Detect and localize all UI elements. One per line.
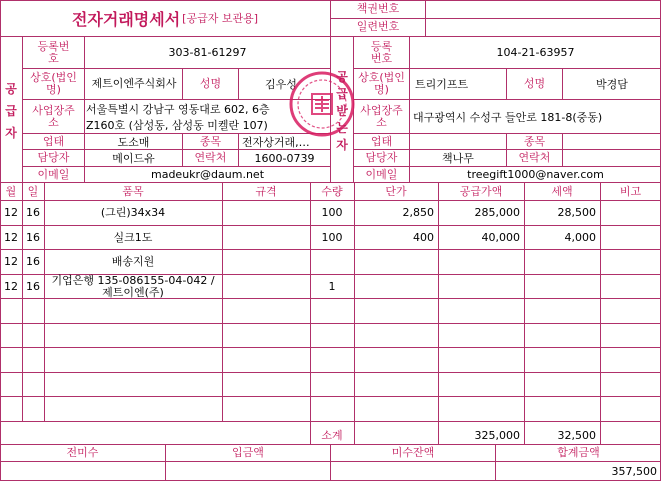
table-cell-tax: 28,500 [557,206,596,219]
book-no-label: 책권번호 [356,2,400,15]
supplier-biz-type-label: 업태 [42,134,65,148]
divider [0,347,661,348]
buyer-item-label: 종목 [523,134,546,148]
buyer-contact: 책나무 [442,152,474,165]
supplier-addr-line1: 서울특별시 강남구 영동대로 602, 6층 [86,103,270,116]
supplier-item: 전자상거래,… [242,135,310,149]
paid-label: 입금액 [232,446,264,459]
table-cell-month: 12 [4,206,18,219]
supplier-name: 김우성 [265,78,297,91]
col-header-supply: 공급가액 [459,184,503,198]
buyer-item [563,134,661,149]
table-cell-month: 12 [4,255,18,268]
table-cell-note [600,274,661,299]
divider [0,396,661,397]
table-cell-item: 실크1도 [113,230,153,244]
col-header-unit-price: 단가 [385,184,407,198]
buyer-reg-label: 등록번호 [370,39,393,65]
table-cell-item: 기업은행 135-086155-04-042 / 제트이엔(주) [51,274,215,299]
supplier-company-label: 상호(법인명) [30,71,77,96]
table-cell-tax: 4,000 [564,231,596,244]
table-cell-supply: 285,000 [474,206,520,219]
table-cell-supply [438,274,524,299]
buyer-phone-label: 연락처 [518,151,551,164]
side-char: 받 [336,103,348,118]
prev-balance-value [0,462,165,480]
table-cell-note [600,200,661,225]
table-cell-note [600,249,661,274]
buyer-company: 트리기프트 [415,78,469,91]
document-title [0,0,330,36]
supplier-company: 제트이엔주식회사 [91,77,177,90]
table-cell-item: 배송지원 [111,254,155,268]
col-header-note: 비고 [619,184,642,198]
table-cell-unit-price: 400 [413,231,434,244]
col-header-spec: 규격 [255,184,277,198]
table-cell-spec [222,249,310,274]
supplier-email-label: 이메일 [37,167,70,181]
supplier-addr-label: 사업장주소 [32,103,75,129]
col-header-tax: 세액 [551,184,573,198]
buyer-contact-label: 담당자 [365,151,398,164]
table-cell-unit-price [354,274,438,299]
buyer-email-label: 이메일 [365,167,398,181]
supplier-side-label [0,40,22,182]
divider [330,18,661,19]
subtitle-text: [공급자 보관용] [182,12,259,25]
supplier-phone: 1600-0739 [254,151,315,165]
table-cell-qty: 1 [328,280,336,293]
table-cell-day: 16 [26,280,40,293]
divider [238,68,239,99]
table-cell-tax [524,249,600,274]
supplier-contact: 메이드유 [112,152,155,165]
table-cell-supply [438,249,524,274]
table-cell-qty: 100 [321,231,343,244]
buyer-phone [563,150,661,166]
table-cell-spec [222,225,310,250]
side-char: 공 [336,69,348,84]
table-cell-month: 12 [4,231,18,244]
side-char: 공 [5,82,17,96]
table-cell-supply: 40,000 [481,231,520,244]
subtotal-supply: 325,000 [474,429,520,442]
divider [0,372,661,373]
table-cell-day: 16 [26,206,40,219]
total-value: 357,500 [611,464,657,478]
supplier-name-label: 성명 [199,77,222,90]
table-cell-spec [222,274,310,299]
side-char: 급 [5,104,17,118]
buyer-name: 박경담 [596,78,628,91]
side-char: 는 [336,120,348,135]
table-cell-item: (그린)34x34 [100,205,166,219]
unpaid-label: 미수잔액 [391,446,435,459]
buyer-addr-label: 사업장주소 [360,103,403,129]
serial-no-label: 일련번호 [356,20,400,33]
buyer-biz-type [410,134,506,149]
side-char: 자 [5,126,17,140]
supplier-reg-no: 303-81-61297 [168,46,247,59]
table-cell-day: 16 [26,255,40,268]
supplier-addr-line2: Z160호 (삼성동, 삼성동 미켈란 107) [86,119,268,132]
serial-no-value [426,18,660,36]
buyer-name-label: 성명 [523,77,546,90]
book-no-value [426,0,660,18]
col-header-item: 품목 [122,184,144,198]
table-cell-unit-price [354,249,438,274]
side-char: 자 [336,137,348,152]
subtotal-label: 소계 [321,429,343,442]
col-header-day: 일 [27,184,39,198]
table-cell-note [600,225,661,250]
paid-value [166,462,330,480]
buyer-side-label [331,44,353,178]
divider [600,421,601,444]
prev-balance-label: 전미수 [66,446,99,459]
table-cell-qty [310,249,354,274]
buyer-company-label: 상호(법인명) [358,71,405,96]
table-cell-month: 12 [4,280,18,293]
table-cell-spec [222,200,310,225]
buyer-reg-no: 104-21-63957 [496,46,575,59]
subtotal-tax: 32,500 [557,429,596,442]
col-header-month: 월 [5,184,17,198]
table-cell-day: 16 [26,231,40,244]
supplier-item-label: 종목 [199,134,222,148]
supplier-contact-label: 담당자 [37,151,70,164]
col-header-qty: 수량 [321,184,343,198]
total-label: 합계금액 [557,446,600,459]
supplier-email: madeukr@daum.net [150,168,265,181]
divider [0,323,661,324]
divider [354,421,355,444]
supplier-phone-label: 연락처 [194,151,227,164]
table-cell-unit-price: 2,850 [402,206,434,219]
title-text: 전자거래명세서 [71,9,181,29]
buyer-email: treegift1000@naver.com [467,168,604,181]
buyer-addr: 대구광역시 수성구 들안로 181-8(중동) [413,110,603,124]
side-char: 급 [336,86,348,101]
unpaid-value [331,462,495,480]
supplier-reg-label: 등록번호 [37,39,70,65]
table-cell-qty: 100 [321,206,343,219]
table-cell-tax [524,274,600,299]
supplier-biz-type: 도소매 [117,135,150,149]
buyer-biz-type-label: 업태 [370,134,393,148]
